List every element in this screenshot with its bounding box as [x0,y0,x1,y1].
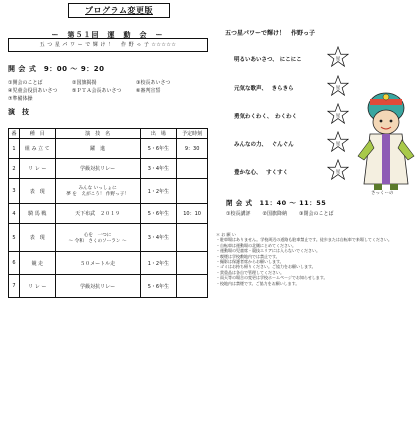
row-name [55,252,140,275]
row-number: 4 [9,204,20,224]
col-header: 番 [9,129,20,139]
row-grade: 5・6年生 [140,275,177,298]
col-header: 演 技 名 [55,129,140,139]
opening-item: ①開会のことば [8,80,43,86]
row-name-line: ５０メートル走 [80,260,116,267]
row-time [177,179,208,204]
star-label: 星 [335,85,341,91]
row-grade: 3・4年生 [140,224,177,252]
row-name [55,224,140,252]
note-line: ・自転車は運動場の北側にとめてください。 [216,242,296,248]
row-number: 2 [9,159,20,179]
row-time [177,224,208,252]
row-category: 騎 馬 戦 [19,204,55,224]
note-line: ・雨天等の場合の変更は学校ホームページでお知らせします。 [216,275,328,281]
col-header: 出 場 [140,129,177,139]
notes-heading: ＊ お 願 い [216,232,236,237]
note-line: ・撮影は保護者席からお願いします。 [216,259,284,265]
star-label: 星 [335,56,341,62]
table-row [9,224,208,252]
row-name-line: 心を 一つに [83,232,112,238]
program-heading: 演 技 [8,108,29,116]
star-label: 星 [335,141,341,147]
star-icon [327,46,349,68]
table-row [9,275,208,298]
program-title: プログラム変更版 [68,3,170,18]
row-number: 1 [9,139,20,159]
star-icon [327,131,349,153]
star-icon [327,159,349,181]
slogan-line: みんなの力、 ぐんぐん [234,142,294,148]
table-row [9,159,208,179]
row-name [55,159,140,179]
star-icon [327,75,349,97]
row-category: 組 み 立 て [19,139,55,159]
row-category: 競 走 [19,252,55,275]
row-category: リ レ ー [19,275,55,298]
row-name-line: 夢 を えがこう！ 作野っ子！ [66,192,129,197]
opening-item: ③校長あいさつ [136,80,171,86]
row-name [55,139,140,159]
row-time: 10：10 [177,204,208,224]
row-name-line: 学級対抗リレー [80,166,116,172]
star-label: 星 [335,169,341,175]
row-name [55,204,140,224]
table-row [9,252,208,275]
row-name-line: 天下布武 ２０１９ [75,211,121,217]
row-category: 表 現 [19,224,55,252]
row-number: 6 [9,252,20,275]
row-time: 9：30 [177,139,208,159]
closing-heading: 閉 会 式 11：40 ～ 11：55 [226,199,327,207]
row-grade: 1・2年生 [140,179,177,204]
slogan-line: 豊かな心、 すくすく [234,170,289,176]
row-number: 3 [9,179,20,204]
opening-item: ④児童会役員あいさつ [8,88,58,94]
closing-items [226,210,345,217]
row-category: 表 現 [19,179,55,204]
row-time [177,252,208,275]
note-line: ・運動場の児童席・競技エリアには入らないでください。 [216,248,320,254]
event-title: ー 第５１回 運 動 会 ー [51,31,164,39]
opening-items [8,79,218,103]
opening-item: ⑤ＰＴＡ会長あいさつ [72,88,122,94]
slogan-heading: 五つ星パワーで輝け！ 作野っ子 [225,30,316,37]
notes-section [216,232,416,286]
table-row [9,179,208,204]
mascot-illustration [356,88,416,192]
row-name [55,179,140,204]
opening-heading: 開 会 式 9：00 ～ 9：20 [8,65,105,73]
row-name-line: 学級対抗リレー [80,283,116,290]
opening-item: ⑦準備体操 [8,96,33,102]
col-header: 種 目 [19,129,55,139]
table-header-row [9,129,208,139]
row-name-line: みんな いっしょに [78,186,117,191]
row-time [177,159,208,179]
slogan-line: 元気な歌声、 きらきら [234,86,294,92]
table-row [9,139,208,159]
mascot-name: さっくーの [371,191,394,196]
row-number: 7 [9,275,20,298]
note-line: ・貴重品は各自で管理してください。 [216,269,284,275]
row-name-line: 躍 進 [90,146,106,152]
subtitle-box: 五 つ 星 パ ワ ー で 輝 け ！ 作 野 っ 子 ☆☆☆☆☆ [8,38,208,52]
opening-item: ⑥審判宣誓 [136,88,161,94]
row-name [55,275,140,298]
row-name-line: ～ 令和 さくのソーラン ～ [68,238,127,244]
row-grade: 5・6年生 [140,204,177,224]
closing-item: ②国旗降納 [262,211,287,217]
row-time [177,275,208,298]
row-grade: 3・4年生 [140,159,177,179]
closing-item: ①校長講評 [226,211,251,217]
note-line: ・駐車場はありません。学校周辺の道路も駐車禁止です。徒歩または自転車で来場してください。 [216,237,392,243]
note-line: ・校地内は禁煙です。ご協力をお願いします。 [216,280,300,286]
slogan-line: 明るいあいさつ、 にこにこ [234,57,302,63]
note-line: ・ゴミはお持ち帰りください。ご協力をお願いします。 [216,264,316,270]
row-number: 5 [9,224,20,252]
row-grade: 1・2年生 [140,252,177,275]
star-icon [327,103,349,125]
row-category: リ レ ー [19,159,55,179]
col-header: 予定時刻 [177,129,208,139]
table-row [9,204,208,224]
closing-item: ③閉会のことば [298,211,334,217]
star-label: 星 [335,113,341,119]
opening-item: ②国旗掲揚 [72,80,97,86]
note-line: ・喫煙は学校敷地内では禁止です。 [216,253,280,259]
row-grade: 5・6年生 [140,139,177,159]
slogan-line: 勇気わくわく、 わくわく [234,114,298,120]
program-table [8,128,208,298]
